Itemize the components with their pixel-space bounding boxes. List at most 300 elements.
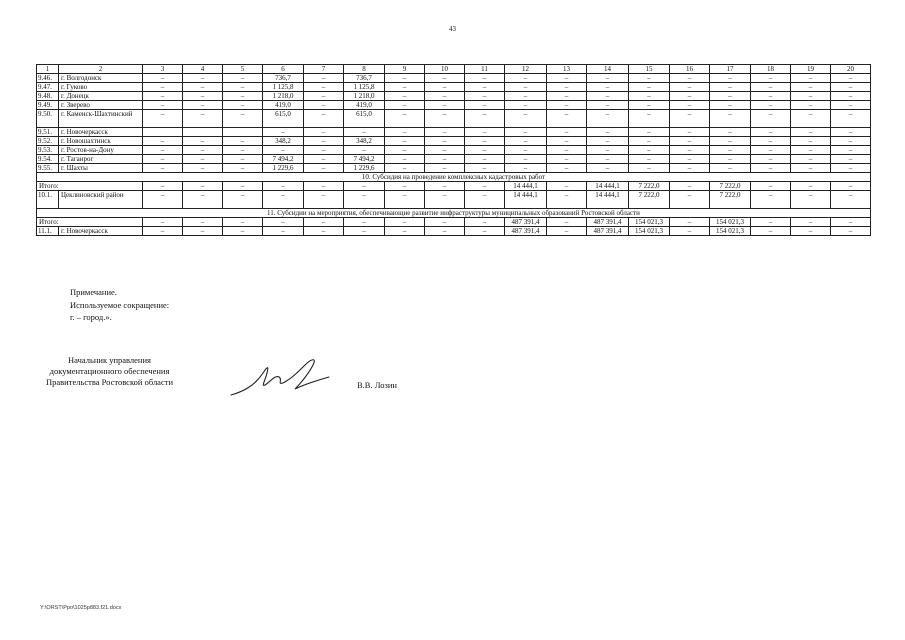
table-cell: –: [143, 101, 183, 110]
table-cell: –: [670, 191, 710, 209]
table-cell: –: [223, 110, 263, 128]
table-cell: –: [547, 164, 587, 173]
table-cell: –: [587, 110, 629, 128]
table-cell: –: [263, 191, 304, 209]
table-cell: –: [183, 92, 223, 101]
table-cell: –: [143, 155, 183, 164]
table-cell: –: [831, 110, 871, 128]
table-cell: –: [831, 101, 871, 110]
table-cell: –: [223, 74, 263, 83]
table-cell: –: [670, 164, 710, 173]
table-cell: –: [587, 74, 629, 83]
table-cell: –: [223, 191, 263, 209]
municipality-name: г. Ростов-на-Дону: [59, 146, 143, 155]
table-cell: –: [831, 155, 871, 164]
table-cell: –: [791, 110, 831, 128]
file-path: Y:\ORST\Ppo\1025p883.f21.docx: [40, 605, 122, 611]
table-cell: –: [304, 218, 344, 227]
table-cell: –: [385, 155, 425, 164]
table-cell: –: [183, 146, 223, 155]
table-cell: –: [547, 218, 587, 227]
table-cell: –: [425, 146, 465, 155]
table-cell: –: [344, 182, 385, 191]
column-number: 4: [183, 65, 223, 74]
table-cell: –: [425, 101, 465, 110]
table-cell: 1 125,8: [344, 83, 385, 92]
table-row: [37, 83, 871, 92]
table-cell: –: [670, 101, 710, 110]
table-cell: –: [304, 191, 344, 209]
column-number: 6: [263, 65, 304, 74]
table-cell: –: [304, 164, 344, 173]
table-cell: –: [670, 146, 710, 155]
table-cell: –: [223, 101, 263, 110]
table-cell: –: [751, 110, 791, 128]
table-cell: –: [425, 182, 465, 191]
table-cell: –: [465, 182, 505, 191]
table-cell: –: [143, 218, 183, 227]
table-cell: –: [223, 92, 263, 101]
table-cell: –: [547, 92, 587, 101]
table-cell: –: [831, 83, 871, 92]
table-row: [37, 74, 871, 83]
municipality-name: г. Зверево: [59, 101, 143, 110]
table-cell: –: [505, 92, 547, 101]
table-cell: –: [304, 146, 344, 155]
table-cell: –: [791, 83, 831, 92]
table-cell: –: [183, 101, 223, 110]
table-cell: –: [385, 218, 425, 227]
table-cell: –: [670, 137, 710, 146]
table-cell: –: [791, 227, 831, 236]
table-cell: –: [670, 218, 710, 227]
table-cell: –: [344, 218, 385, 227]
table-cell: –: [751, 146, 791, 155]
table-cell: –: [385, 74, 425, 83]
table-cell: –: [547, 155, 587, 164]
table-cell: –: [344, 227, 385, 236]
table-cell: –: [751, 182, 791, 191]
table-cell: 736,7: [263, 74, 304, 83]
municipality-name: г. Донецк: [59, 92, 143, 101]
row-number: 9.54.: [37, 155, 59, 164]
table-cell: –: [385, 227, 425, 236]
table-row: [37, 101, 871, 110]
table-cell: 14 444,1: [587, 182, 629, 191]
table-cell: –: [143, 137, 183, 146]
table-cell: –: [751, 92, 791, 101]
table-cell: 14 444,1: [505, 191, 547, 209]
total-row: [37, 182, 871, 191]
table-header-row: [37, 65, 871, 74]
column-number: 9: [385, 65, 425, 74]
municipality-name: г. Шахты: [59, 164, 143, 173]
table-cell: –: [263, 146, 304, 155]
column-number: 11: [465, 65, 505, 74]
row-number: 9.47.: [37, 83, 59, 92]
table-cell: 1 229,6: [344, 164, 385, 173]
table-cell: –: [505, 137, 547, 146]
table-cell: –: [710, 146, 751, 155]
row-number: 11.1.: [37, 227, 59, 236]
table-cell: –: [143, 227, 183, 236]
data-table: [36, 64, 871, 236]
table-cell: 736,7: [344, 74, 385, 83]
table-cell: –: [751, 83, 791, 92]
table-cell: –: [831, 146, 871, 155]
column-number: 17: [710, 65, 751, 74]
row-number: 9.51.: [37, 128, 59, 137]
column-number: 14: [587, 65, 629, 74]
table-cell: –: [629, 128, 670, 137]
table-cell: –: [425, 137, 465, 146]
table-cell: –: [465, 92, 505, 101]
note-abbrev-heading: Используемое сокращение:: [70, 299, 170, 310]
table-cell: –: [547, 101, 587, 110]
table-cell: –: [791, 155, 831, 164]
table-cell: –: [710, 137, 751, 146]
row-number: 9.50.: [37, 110, 59, 128]
table-cell: –: [831, 182, 871, 191]
table-cell: 1 229,6: [263, 164, 304, 173]
table-cell: –: [587, 164, 629, 173]
table-cell: –: [263, 218, 304, 227]
table-cell: –: [751, 164, 791, 173]
table-cell: –: [143, 191, 183, 209]
table-cell: –: [587, 92, 629, 101]
table-cell: –: [183, 164, 223, 173]
table-cell: –: [670, 227, 710, 236]
table-cell: –: [304, 137, 344, 146]
row-number: 9.53.: [37, 146, 59, 155]
table-cell: –: [304, 110, 344, 128]
table-cell: 7 222,0: [710, 182, 751, 191]
table-cell: 419,0: [263, 101, 304, 110]
table-cell: –: [143, 74, 183, 83]
table-cell: –: [710, 155, 751, 164]
table-cell: –: [587, 101, 629, 110]
table-cell: –: [263, 128, 304, 137]
table-cell: –: [791, 191, 831, 209]
table-cell: –: [385, 92, 425, 101]
signatory-name: В.В. Лозин: [357, 380, 397, 390]
table-cell: –: [385, 191, 425, 209]
table-cell: –: [385, 164, 425, 173]
table-cell: –: [791, 92, 831, 101]
section-row: [37, 173, 871, 182]
table-cell: –: [465, 155, 505, 164]
table-cell: –: [831, 128, 871, 137]
table-cell: –: [143, 164, 183, 173]
table-cell: –: [831, 218, 871, 227]
table-cell: –: [547, 182, 587, 191]
table-cell: –: [465, 83, 505, 92]
table-cell: –: [505, 110, 547, 128]
table-cell: –: [670, 128, 710, 137]
table-cell: –: [505, 101, 547, 110]
table-cell: –: [670, 155, 710, 164]
table-cell: –: [425, 83, 465, 92]
table-cell: –: [143, 83, 183, 92]
table-row: [37, 146, 871, 155]
table-row: [37, 110, 871, 128]
table-cell: –: [425, 110, 465, 128]
column-number: 13: [547, 65, 587, 74]
table-cell: –: [831, 164, 871, 173]
table-cell: –: [751, 155, 791, 164]
municipality-name: г. Гуково: [59, 83, 143, 92]
section-heading: 11. Субсидии на мероприятия, обеспечивающие развитие инфраструктуры муниципальных образований Ростовской области: [37, 209, 871, 218]
table-cell: –: [670, 83, 710, 92]
table-cell: 154 021,3: [710, 218, 751, 227]
table-cell: –: [547, 83, 587, 92]
table-cell: –: [791, 146, 831, 155]
table-cell: [143, 128, 183, 137]
table-cell: 154 021,3: [629, 218, 670, 227]
notes: [70, 286, 169, 324]
table-cell: –: [425, 92, 465, 101]
row-number: 9.46.: [37, 74, 59, 83]
table-cell: –: [710, 92, 751, 101]
table-cell: –: [791, 137, 831, 146]
table-cell: –: [304, 74, 344, 83]
table-cell: –: [344, 128, 385, 137]
column-number: 1: [37, 65, 59, 74]
table-cell: –: [710, 110, 751, 128]
table-cell: –: [183, 137, 223, 146]
table-cell: –: [143, 182, 183, 191]
column-number: 8: [344, 65, 385, 74]
table-cell: –: [670, 92, 710, 101]
table-cell: –: [547, 137, 587, 146]
table-cell: –: [751, 227, 791, 236]
table-cell: –: [183, 110, 223, 128]
table-cell: –: [143, 146, 183, 155]
table-cell: –: [629, 164, 670, 173]
table-cell: –: [385, 128, 425, 137]
table-cell: –: [710, 164, 751, 173]
section-heading: 10. Субсидия на проведение комплексных кадастровых работ: [37, 173, 871, 182]
table-cell: –: [831, 137, 871, 146]
table-cell: –: [629, 146, 670, 155]
table-cell: –: [465, 218, 505, 227]
table-cell: 7 494,2: [263, 155, 304, 164]
column-number: 20: [831, 65, 871, 74]
row-number: 9.48.: [37, 92, 59, 101]
table-cell: –: [547, 191, 587, 209]
table-cell: 487 391,4: [587, 227, 629, 236]
table-row: [37, 92, 871, 101]
table-cell: –: [223, 218, 263, 227]
table-cell: –: [505, 164, 547, 173]
table-cell: –: [751, 101, 791, 110]
table-cell: 615,0: [344, 110, 385, 128]
table-cell: –: [547, 227, 587, 236]
table-cell: –: [505, 155, 547, 164]
column-number: 16: [670, 65, 710, 74]
municipality-name: г. Новошахтинск: [59, 137, 143, 146]
table-cell: –: [465, 74, 505, 83]
municipality-name: Цеклиновский район: [59, 191, 143, 209]
table-cell: –: [425, 164, 465, 173]
table-cell: –: [465, 227, 505, 236]
table-cell: –: [223, 155, 263, 164]
table-cell: –: [304, 128, 344, 137]
table-cell: –: [183, 74, 223, 83]
table-cell: 348,2: [344, 137, 385, 146]
table-cell: –: [183, 155, 223, 164]
table-cell: –: [751, 218, 791, 227]
table-cell: –: [587, 83, 629, 92]
table-cell: –: [791, 218, 831, 227]
column-number: 3: [143, 65, 183, 74]
table-cell: –: [465, 137, 505, 146]
total-label: Итого:: [37, 182, 143, 191]
table-cell: –: [425, 218, 465, 227]
signatory-title: [46, 355, 173, 388]
table-cell: –: [505, 128, 547, 137]
table-cell: –: [425, 128, 465, 137]
table-cell: –: [547, 110, 587, 128]
table-cell: –: [183, 218, 223, 227]
row-number: 9.55.: [37, 164, 59, 173]
table-cell: –: [791, 128, 831, 137]
table-cell: –: [223, 146, 263, 155]
table-cell: 487 391,4: [505, 227, 547, 236]
table-cell: –: [465, 164, 505, 173]
table-cell: 7 494,2: [344, 155, 385, 164]
table-cell: 154 021,3: [710, 227, 751, 236]
table-cell: –: [670, 110, 710, 128]
table-cell: –: [629, 155, 670, 164]
table-cell: –: [831, 74, 871, 83]
table-cell: –: [304, 155, 344, 164]
column-number: 19: [791, 65, 831, 74]
municipality-name: г. Новочеркасск: [59, 227, 143, 236]
table-row: [37, 155, 871, 164]
table-cell: –: [465, 191, 505, 209]
municipality-name: г. Новочеркасск: [59, 128, 143, 137]
table-cell: –: [183, 191, 223, 209]
column-number: 15: [629, 65, 670, 74]
note-abbrev: г. – город.».: [70, 312, 112, 322]
signatory-title-line2: документационного обеспечения: [49, 366, 170, 376]
table-cell: –: [629, 74, 670, 83]
table-cell: 419,0: [344, 101, 385, 110]
table-cell: –: [465, 101, 505, 110]
table-cell: –: [751, 74, 791, 83]
column-number: 10: [425, 65, 465, 74]
table-cell: –: [385, 83, 425, 92]
table-cell: 7 222,0: [629, 182, 670, 191]
row-number: 9.49.: [37, 101, 59, 110]
table-cell: –: [304, 227, 344, 236]
table-cell: –: [304, 92, 344, 101]
table-row: [37, 191, 871, 209]
table-cell: –: [587, 155, 629, 164]
table-cell: 487 391,4: [505, 218, 547, 227]
table-cell: –: [710, 101, 751, 110]
table-cell: –: [223, 137, 263, 146]
table-cell: –: [751, 128, 791, 137]
table-cell: –: [304, 182, 344, 191]
table-cell: 348,2: [263, 137, 304, 146]
table-cell: –: [710, 128, 751, 137]
table-cell: –: [465, 128, 505, 137]
table-cell: –: [587, 137, 629, 146]
table-cell: –: [344, 146, 385, 155]
note-title: Примечание.: [70, 287, 117, 297]
table-cell: –: [831, 227, 871, 236]
signatory-title-line1: Начальник управления: [68, 355, 151, 365]
table-cell: –: [385, 137, 425, 146]
table-cell: [223, 128, 263, 137]
table-row: [37, 128, 871, 137]
table-cell: –: [465, 110, 505, 128]
table-cell: –: [670, 74, 710, 83]
column-number: 5: [223, 65, 263, 74]
table-cell: –: [425, 191, 465, 209]
table-cell: –: [751, 137, 791, 146]
table-cell: 1 218,0: [263, 92, 304, 101]
table-cell: –: [831, 191, 871, 209]
table-cell: –: [587, 146, 629, 155]
table-cell: –: [710, 83, 751, 92]
column-number: 12: [505, 65, 547, 74]
table-cell: 615,0: [263, 110, 304, 128]
table-cell: –: [629, 110, 670, 128]
table-cell: –: [425, 74, 465, 83]
municipality-name: г. Волгодонск: [59, 74, 143, 83]
table-cell: –: [385, 182, 425, 191]
table-cell: 1 125,8: [263, 83, 304, 92]
table-cell: 487 391,4: [587, 218, 629, 227]
table-cell: –: [505, 74, 547, 83]
table-cell: –: [629, 137, 670, 146]
table-cell: –: [587, 128, 629, 137]
table-cell: –: [183, 182, 223, 191]
table-cell: –: [425, 227, 465, 236]
row-number: 9.52.: [37, 137, 59, 146]
table-cell: –: [629, 92, 670, 101]
table-cell: 14 444,1: [505, 182, 547, 191]
table-row: [37, 137, 871, 146]
table-cell: 1 218,0: [344, 92, 385, 101]
table-cell: –: [223, 182, 263, 191]
table-cell: –: [629, 101, 670, 110]
table-cell: –: [385, 101, 425, 110]
table-cell: –: [385, 146, 425, 155]
table-cell: 154 021,3: [629, 227, 670, 236]
table-cell: 7 222,0: [710, 191, 751, 209]
table-cell: –: [505, 146, 547, 155]
row-number: 10.1.: [37, 191, 59, 209]
table-cell: –: [505, 83, 547, 92]
signatory-title-line3: Правительства Ростовской области: [46, 377, 173, 387]
table-cell: –: [385, 110, 425, 128]
table-cell: –: [344, 191, 385, 209]
table-cell: –: [263, 227, 304, 236]
table-cell: –: [304, 83, 344, 92]
column-number: 7: [304, 65, 344, 74]
column-number: 2: [59, 65, 143, 74]
table-cell: –: [710, 74, 751, 83]
table-cell: –: [831, 92, 871, 101]
table-cell: –: [425, 155, 465, 164]
total-label: Итого:: [37, 218, 143, 227]
table-row: [37, 164, 871, 173]
table-cell: [183, 128, 223, 137]
